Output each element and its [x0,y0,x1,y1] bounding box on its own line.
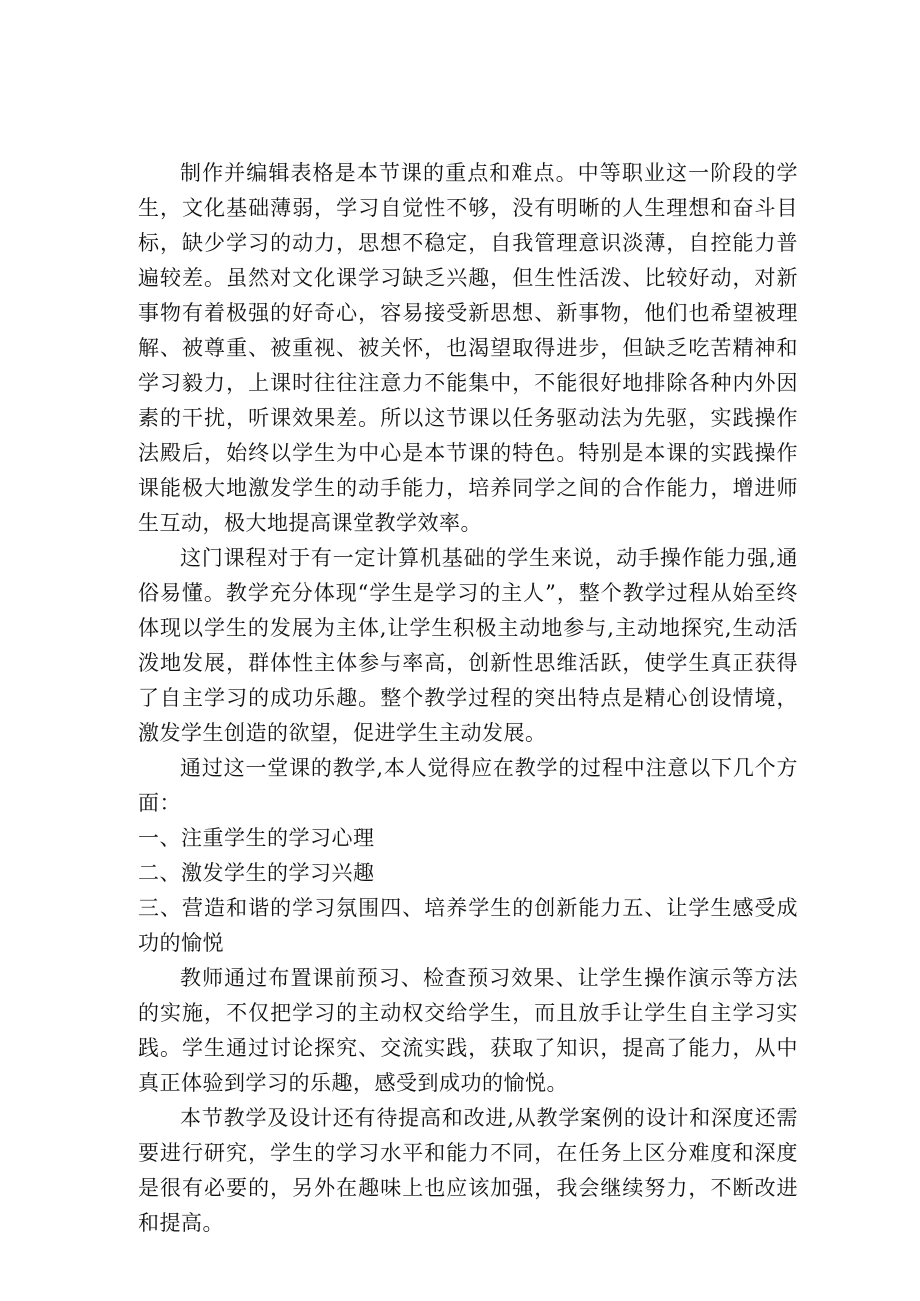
paragraph-improvement: 本节教学及设计还有待提高和改进,从教学案例的设计和深度还需要进行研究，学生的学习水平和能力不同，在任务上区分难度和深度是很有必要的，另外在趣味上也应该加强，我会继续努力，不断改进和提高。 [138,1106,798,1235]
document-page [138,156,798,1241]
paragraph-reflection-intro: 通过这一堂课的教学,本人觉得应在教学的过程中注意以下几个方面： [138,756,798,815]
list-item-learning-psychology: 一、注重学生的学习心理 [138,826,375,850]
list-item-learning-atmosphere: 三、营造和谐的学习氛围四、培养学生的创新能力五、让学生感受成功的愉悦 [138,896,798,955]
paragraph-course-overview: 这门课程对于有一定计算机基础的学生来说，动手操作能力强,通俗易懂。教学充分体现“学生是学习的主人”，整个教学过程从始至终体现以学生的发展为主体,让学生积极主动地参与,主动地探究,生动活泼地发展，群体性主体参与率高，创新性思维活跃，使学生真正获得了自主学习的成功乐趣。整个教学过程的突出特点是精心创设情境，激发学生创造的欲望，促进学生主动发展。 [138,546,798,745]
paragraph-teacher-methods: 教师通过布置课前预习、检查预习效果、让学生操作演示等方法的实施，不仅把学习的主动权交给学生，而且放手让学生自主学习实践。学生通过讨论探究、交流实践，获取了知识，提高了能力，从中真正体验到学习的乐趣，感受到成功的愉悦。 [138,966,798,1095]
paragraph-teaching-focus: 制作并编辑表格是本节课的重点和难点。中等职业这一阶段的学生，文化基础薄弱，学习自觉性不够，没有明晰的人生理想和奋斗目标，缺少学习的动力，思想不稳定，自我管理意识淡薄，自控能力普遍较差。虽然对文化课学习缺乏兴趣，但生性活泼、比较好动，对新事物有着极强的好奇心，容易接受新思想、新事物，他们也希望被理解、被尊重、被重视、被关怀，也渴望取得进步，但缺乏吃苦精神和学习毅力，上课时往往注意力不能集中，不能很好地排除各种内外因素的干扰，听课效果差。所以这节课以任务驱动法为先驱，实践操作法殿后，始终以学生为中心是本节课的特色。特别是本课的实践操作课能极大地激发学生的动手能力，培养同学之间的合作能力，增进师生互动，极大地提高课堂教学效率。 [138,161,798,535]
list-item-learning-interest: 二、激发学生的学习兴趣 [138,861,375,885]
